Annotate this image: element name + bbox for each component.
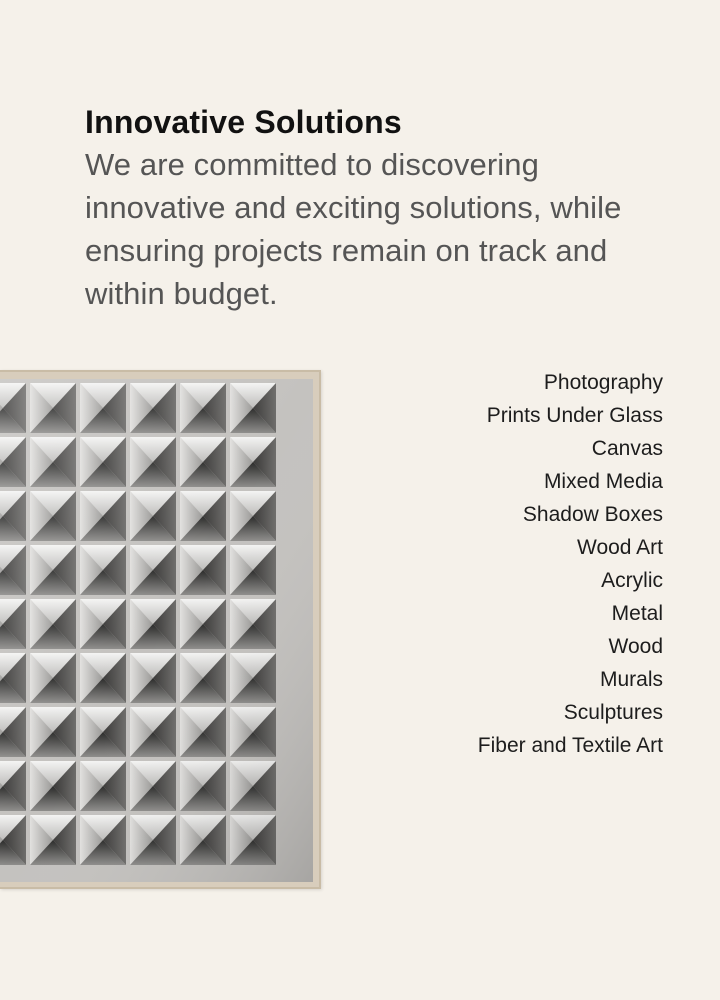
- artwork-sheen: [0, 379, 313, 882]
- service-item-fiber-and-textile-art: Fiber and Textile Art: [477, 734, 663, 757]
- service-item-wood-art: Wood Art: [577, 536, 663, 559]
- service-item-shadow-boxes: Shadow Boxes: [522, 503, 663, 526]
- services-list: [478, 366, 663, 762]
- service-item-prints-under-glass: Prints Under Glass: [486, 404, 663, 427]
- service-item-mixed-media: Mixed Media: [543, 470, 663, 493]
- service-item-wood: Wood: [608, 635, 663, 658]
- service-item-acrylic: Acrylic: [601, 569, 663, 592]
- section-description: We are committed to discovering innovative and exciting solutions, while ensuring projects remain on track and within budget.: [85, 147, 622, 311]
- metal-pyramid-artwork-icon: [0, 379, 313, 882]
- service-item-murals: Murals: [599, 668, 663, 691]
- section-title: Innovative Solutions: [85, 104, 402, 140]
- artwork-frame: [0, 370, 321, 889]
- service-item-metal: Metal: [611, 602, 663, 625]
- service-item-photography: Photography: [543, 371, 663, 394]
- service-item-canvas: Canvas: [591, 437, 663, 460]
- service-item-sculptures: Sculptures: [563, 701, 663, 724]
